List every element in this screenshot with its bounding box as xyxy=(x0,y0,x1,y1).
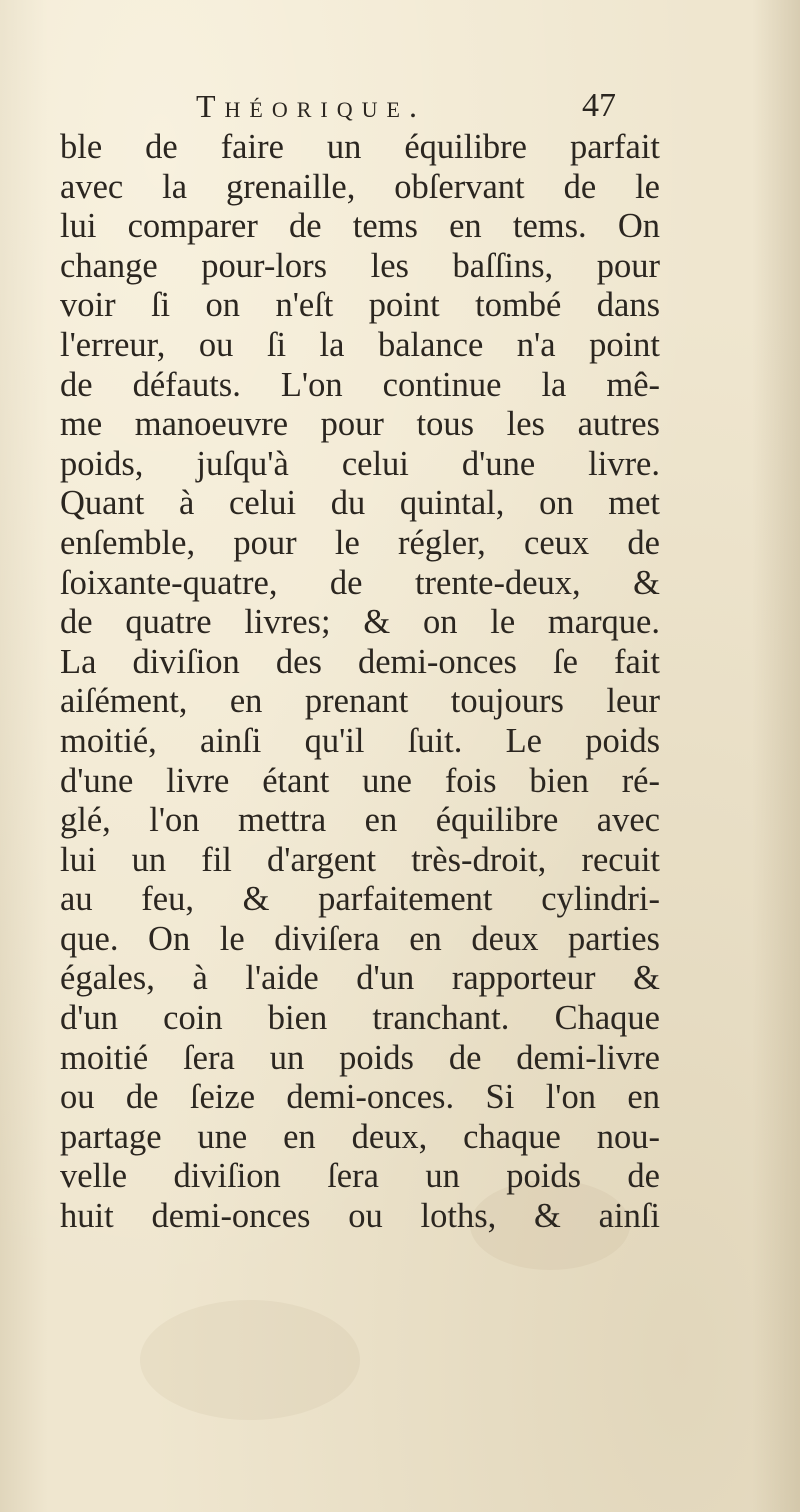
text-line: enſemble, pour le régler, ceux de xyxy=(60,523,660,562)
text-line: lui un fil d'argent très-droit, recuit xyxy=(60,840,660,879)
text-line: La diviſion des demi-onces ſe fait xyxy=(60,642,660,681)
text-line: moitié, ainſi qu'il ſuit. Le poids xyxy=(60,721,660,760)
text-line: partage une en deux, chaque nou- xyxy=(60,1117,660,1156)
running-head xyxy=(196,84,636,128)
text-line: ſoixante-quatre, de trente-deux, & xyxy=(60,563,660,602)
text-line: de quatre livres; & on le marque. xyxy=(60,603,660,642)
text-line: velle diviſion ſera un poids de xyxy=(60,1157,660,1196)
text-line: huit demi-onces ou loths, & ainſi xyxy=(60,1197,660,1236)
text-line: ble de faire un équilibre parfait xyxy=(60,128,660,166)
text-line: que. On le diviſera en deux parties xyxy=(60,919,660,958)
body-text xyxy=(60,128,660,1237)
text-line: change pour-lors les baſſins, pour xyxy=(60,246,660,285)
text-line: poids, juſqu'à celui d'une livre. xyxy=(60,444,660,483)
text-line: aiſément, en prenant toujours leur xyxy=(60,682,660,721)
text-line: d'un coin bien tranchant. Chaque xyxy=(60,999,660,1038)
text-line: Quant à celui du quintal, on met xyxy=(60,484,660,523)
text-line: moitié ſera un poids de demi-livre xyxy=(60,1038,660,1077)
text-line: lui comparer de tems en tems. On xyxy=(60,207,660,246)
paper-stain xyxy=(140,1300,360,1420)
text-line: avec la grenaille, obſervant de le xyxy=(60,167,660,206)
text-line: voir ſi on n'eſt point tombé dans xyxy=(60,286,660,325)
running-title: Théorique. xyxy=(196,88,426,124)
text-line: d'une livre étant une fois bien ré- xyxy=(60,761,660,800)
text-line: glé, l'on mettra en équilibre avec xyxy=(60,801,660,840)
text-line: me manoeuvre pour tous les autres xyxy=(60,405,660,444)
text-line: au feu, & parfaitement cylindri- xyxy=(60,880,660,919)
text-line: l'erreur, ou ſi la balance n'a point xyxy=(60,325,660,364)
text-line: de défauts. L'on continue la mê- xyxy=(60,365,660,404)
text-line: égales, à l'aide d'un rapporteur & xyxy=(60,959,660,998)
text-line: ou de ſeize demi-onces. Si l'on en xyxy=(60,1078,660,1117)
page-number: 47 xyxy=(582,87,616,124)
